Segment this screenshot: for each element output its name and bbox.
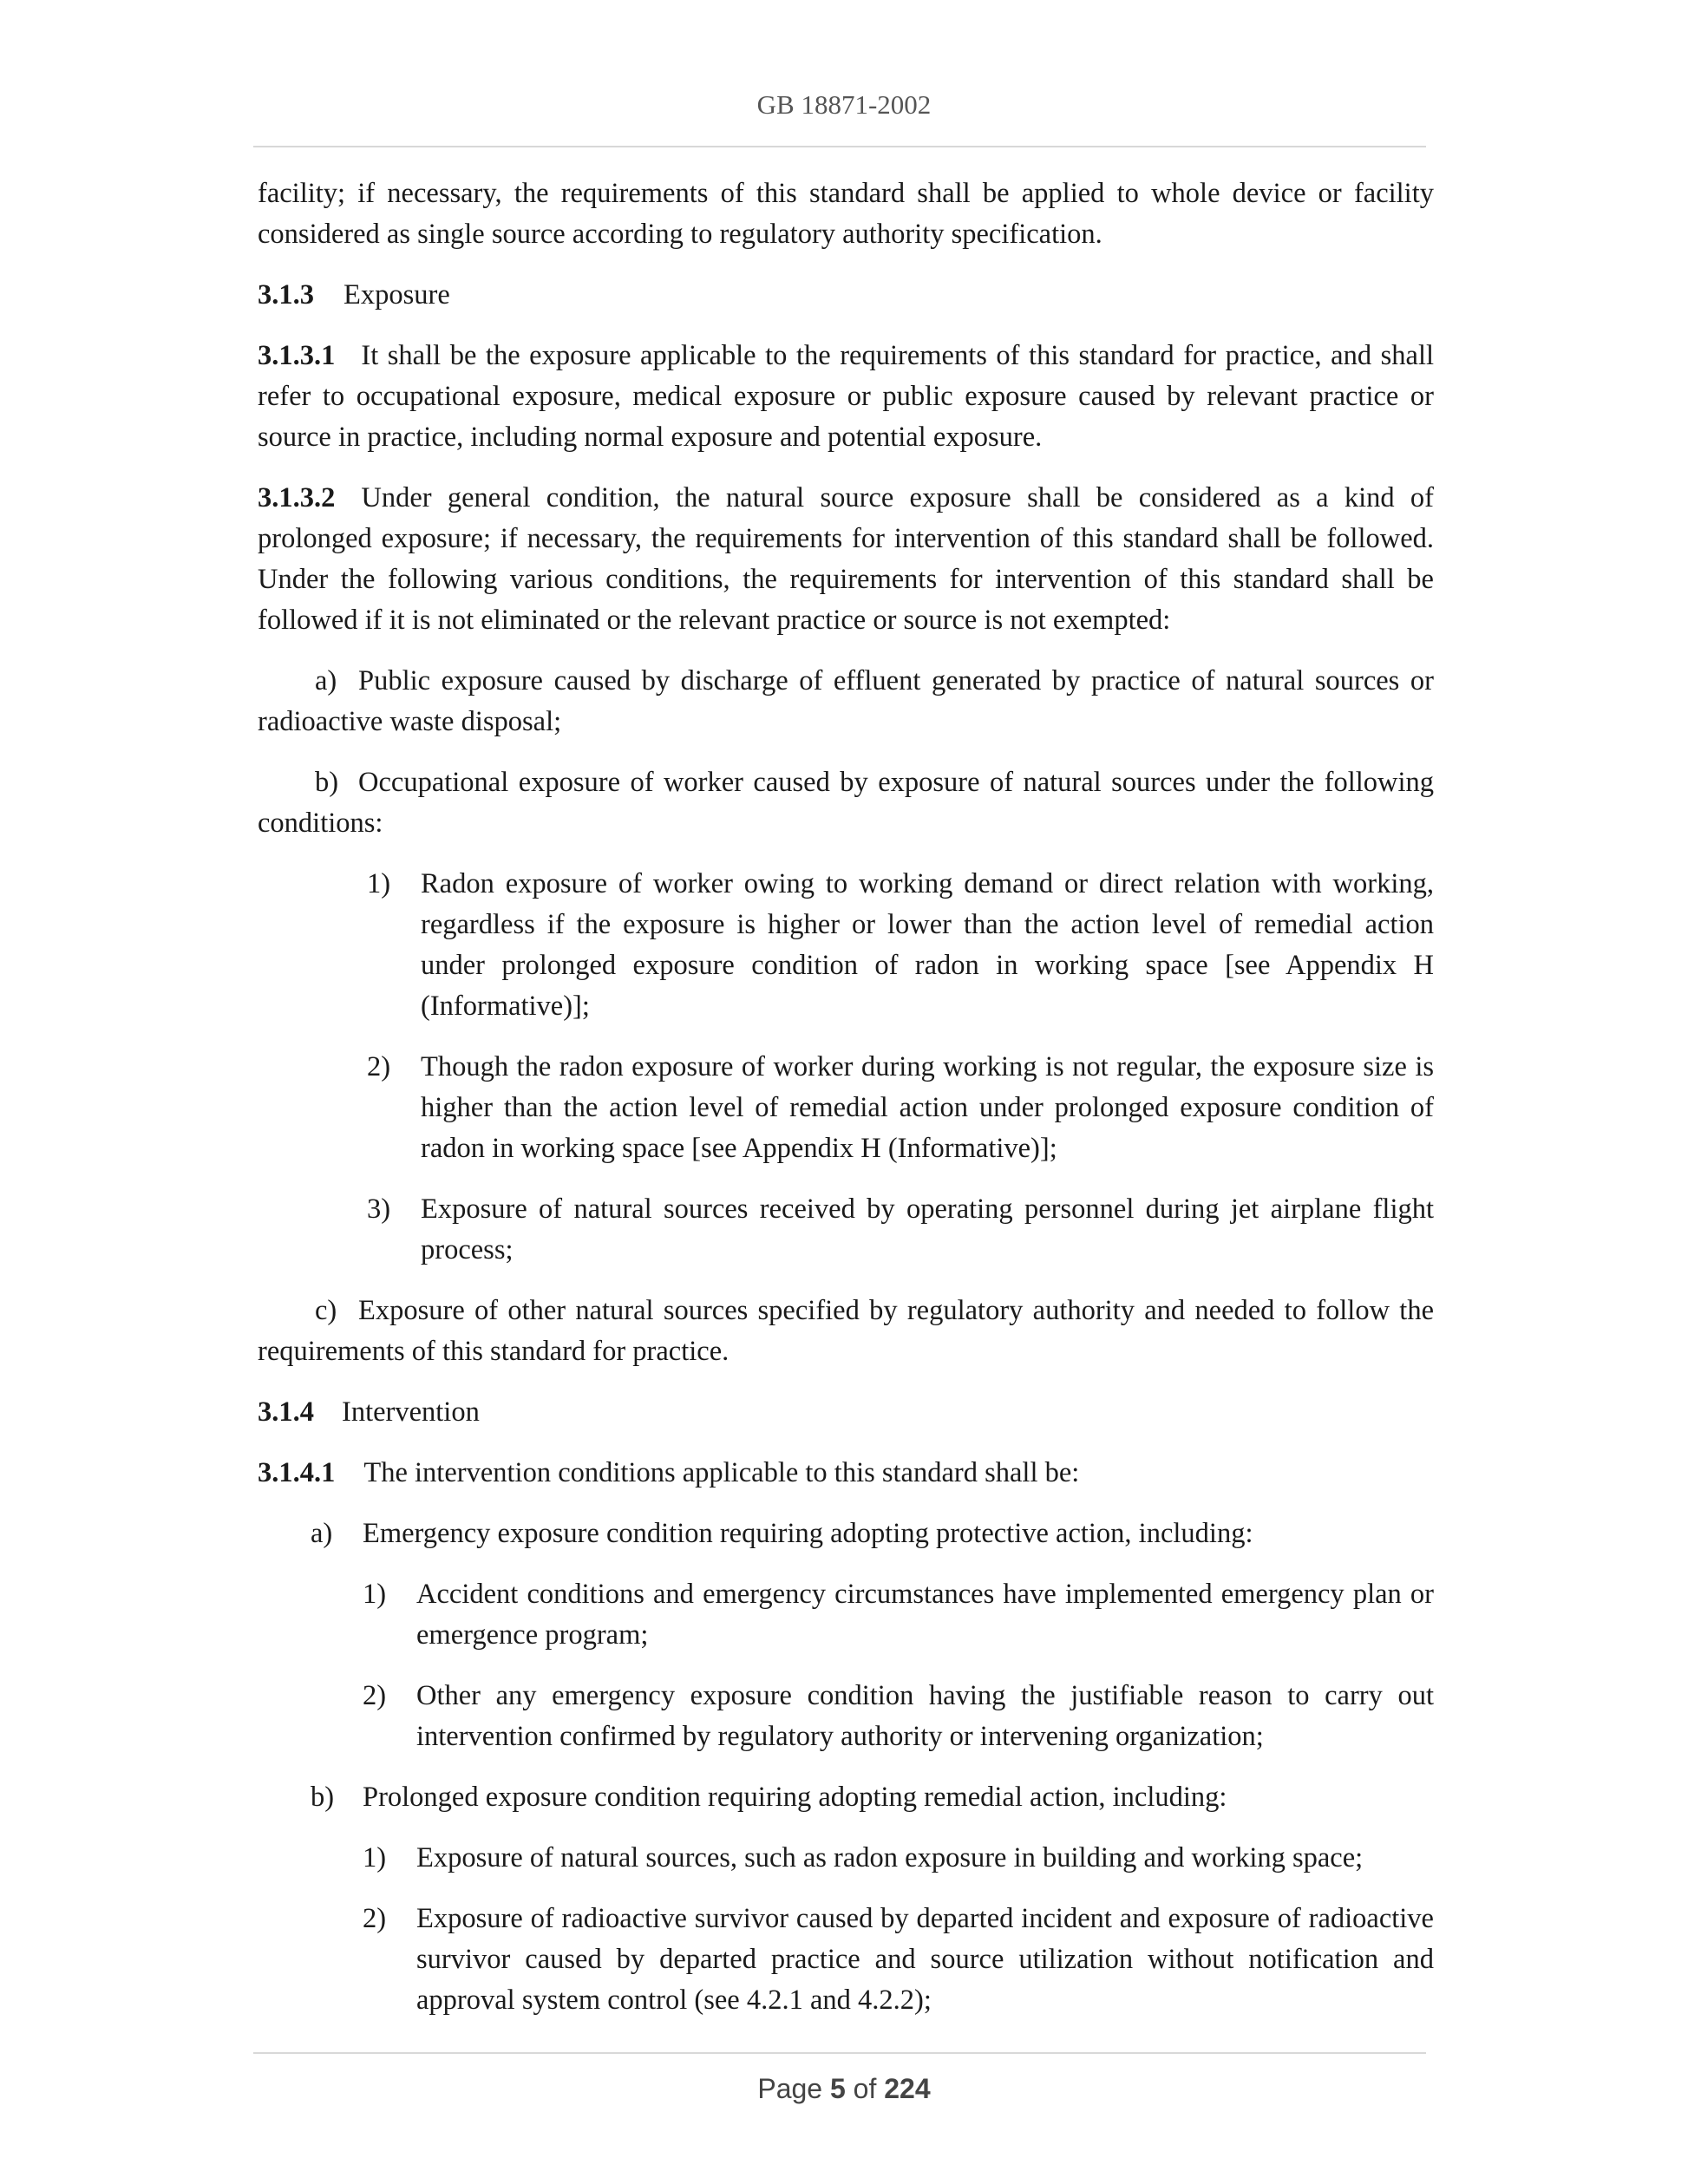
list-label: 1) [367,868,391,899]
clause-3-1-4-1 [258,1453,1434,1494]
list-text: Radon exposure of worker owing to working demand or direct relation with working, regardless if the exposure is higher or lower than the action level of remedial action under prolonged exposure condition of radon in working space [see Appendix H (Informative)]; [421,868,1434,1022]
list-label: 1) [363,1579,387,1610]
list-item-b-1 [258,864,1434,1027]
list-item-b [258,762,1434,844]
page-header: GB 18871-2002 [756,89,932,120]
list-item-b-2 [258,1047,1434,1169]
list-label: 1) [363,1842,387,1873]
clause-number: 3.1.3.1 [258,340,336,371]
clause-text: The intervention conditions applicable to this standard shall be: [363,1457,1080,1488]
list-item-intervention-a-1 [258,1574,1434,1656]
list-item-intervention-b-1 [258,1838,1434,1879]
list-item-intervention-b [258,1777,1434,1818]
list-item-c [258,1291,1434,1372]
page-footer [0,2073,1688,2105]
list-item-intervention-a [258,1514,1434,1554]
list-label: a) [311,1518,333,1549]
footer-divider [253,2052,1426,2054]
section-heading-3-1-3 [258,275,1434,316]
paragraph-continuation: facility; if necessary, the requirements of this standard shall be applied to whole device or facility considered as single source according to regulatory authority specification. [258,178,1434,250]
list-item-intervention-a-2 [258,1676,1434,1757]
list-text: Prolonged exposure condition requiring adopting remedial action, including: [363,1782,1227,1813]
list-label: a) [315,665,337,696]
list-label: b) [315,767,339,798]
list-text: Exposure of radioactive survivor caused by departed incident and exposure of radioactive survivor caused by departed practice and source utilization without notification and approval system control (see 4.2.1 and 4.2.2); [416,1903,1434,2016]
list-text: Exposure of other natural sources specified by regulatory authority and needed to follow the requirements of this standard for practice. [258,1295,1434,1367]
list-label: c) [315,1295,337,1326]
list-label: b) [311,1782,335,1813]
total-pages: 224 [884,2073,931,2104]
section-number: 3.1.3 [258,279,314,311]
section-number: 3.1.4 [258,1396,314,1428]
list-item-b-3 [258,1189,1434,1271]
clause-text: Under general condition, the natural source exposure shall be considered as a kind of prolonged exposure; if necessary, the requirements for intervention of this standard shall be followed. Under the following various conditions, the requirements for intervention of this standard shall be followed if it is not eliminated or the relevant practice or source is not exempted: [258,482,1434,636]
list-text: Public exposure caused by discharge of effluent generated by practice of natural sources or radioactive waste disposal; [258,665,1434,737]
list-label: 2) [367,1051,391,1082]
list-item-a [258,661,1434,742]
page-word: Page [757,2073,823,2104]
list-text: Other any emergency exposure condition having the justifiable reason to carry out intervention confirmed by regulatory authority or intervening organization; [416,1680,1434,1752]
section-title: Exposure [343,279,450,311]
list-text: Occupational exposure of worker caused by exposure of natural sources under the following conditions: [258,767,1434,839]
of-word: of [853,2073,877,2104]
clause-3-1-3-2 [258,478,1434,641]
list-label: 2) [363,1903,387,1934]
clause-text: It shall be the exposure applicable to the requirements of this standard for practice, and shall refer to occupational exposure, medical exposure or public exposure caused by relevant practice or source in practice, including normal exposure and potential exposure. [258,340,1434,453]
clause-number: 3.1.3.2 [258,482,336,513]
section-heading-3-1-4 [258,1392,1434,1433]
section-title: Intervention [342,1396,480,1428]
list-text: Exposure of natural sources, such as radon exposure in building and working space; [416,1842,1364,1873]
list-label: 3) [367,1193,391,1225]
list-text: Though the radon exposure of worker during working is not regular, the exposure size is higher than the action level of remedial action under prolonged exposure condition of radon in working space [see Appendix H (Informative)]; [421,1051,1434,1164]
list-item-intervention-b-2 [258,1899,1434,2021]
list-text: Exposure of natural sources received by operating personnel during jet airplane flight process; [421,1193,1434,1265]
list-label: 2) [363,1680,387,1711]
header-divider [253,146,1426,147]
document-body [258,173,1434,2041]
page-number: 5 [829,2073,846,2104]
clause-3-1-3-1 [258,336,1434,458]
list-text: Accident conditions and emergency circumstances have implemented emergency plan or emergence program; [416,1579,1434,1651]
list-text: Emergency exposure condition requiring adopting protective action, including: [363,1518,1253,1549]
clause-number: 3.1.4.1 [258,1457,336,1488]
